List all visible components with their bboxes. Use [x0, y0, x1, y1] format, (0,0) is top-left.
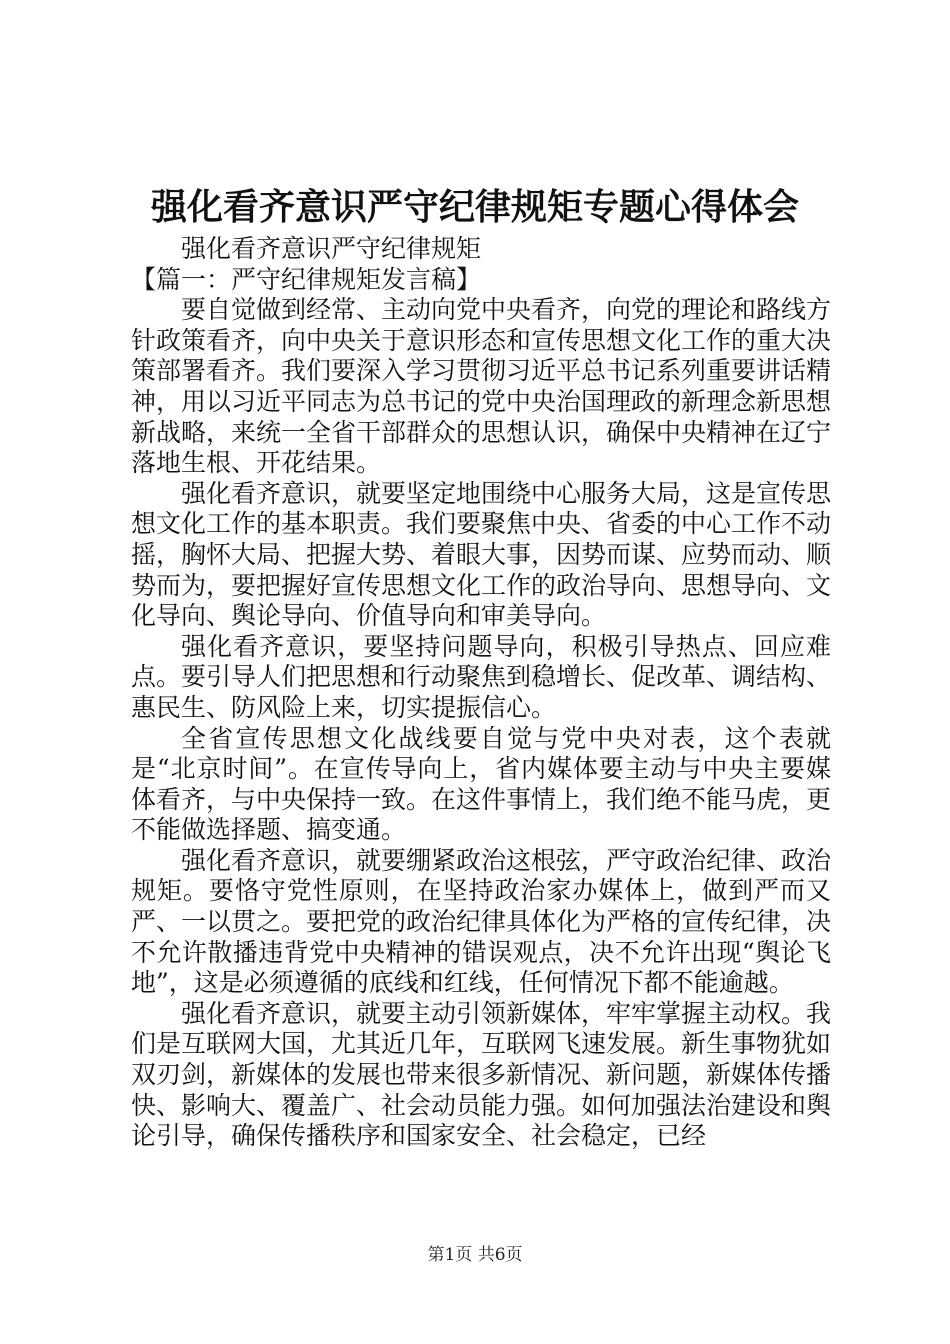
paragraph-5: 强化看齐意识，就要绷紧政治这根弦，严守政治纪律、政治规矩。要恪守党性原则，在坚持政治家办媒体上，做到严而又严、一以贯之。要把党的政治纪律具体化为严格的宣传纪律，决不允许散播违背党中央精神的错误观点，决不允许出现“舆论飞地”，这是必须遵循的底线和红线，任何情况下都不能逾越。: [131, 845, 832, 998]
paragraph-6: 强化看齐意识，就要主动引领新媒体，牢牢掌握主动权。我们是互联网大国，尤其近几年，互联网飞速发展。新生事物犹如双刃剑，新媒体的发展也带来很多新情况、新问题，新媒体传播快、影响大、覆盖广、社会动员能力强。如何加强法治建设和舆论引导，确保传播秩序和国家安全、社会稳定，已经: [131, 998, 832, 1151]
paragraph-3: 强化看齐意识，要坚持问题导向，积极引导热点、回应难点。要引导人们把思想和行动聚焦到稳增长、促改革、调结构、惠民生、防风险上来，切实提振信心。: [131, 631, 832, 722]
document-title: 强化看齐意识严守纪律规矩专题心得体会: [150, 187, 799, 228]
paragraph-4: 全省宣传思想文化战线要自觉与党中央对表，这个表就是“北京时间”。在宣传导向上，省内媒体要主动与中央主要媒体看齐，与中央保持一致。在这件事情上，我们绝不能马虎，更不能做选择题、搞变通。: [131, 723, 832, 845]
paragraph-2: 强化看齐意识，就要坚定地围绕中心服务大局，这是宣传思想文化工作的基本职责。我们要聚焦中央、省委的中心工作不动摇，胸怀大局、把握大势、着眼大事，因势而谋、应势而动、顺势而为，要把握好宣传思想文化工作的政治导向、思想导向、文化导向、舆论导向、价值导向和审美导向。: [131, 478, 832, 631]
document-subtitle: 强化看齐意识严守纪律规矩: [181, 234, 482, 263]
section-heading: 【篇一：严守纪律规矩发言稿】: [131, 264, 482, 294]
paragraph-1: 要自觉做到经常、主动向党中央看齐，向党的理论和路线方针政策看齐，向中央关于意识形态和宣传思想文化工作的重大决策部署看齐。我们要深入学习贯彻习近平总书记系列重要讲话精神，用以习近平同志为总书记的党中央治国理政的新理念新思想新战略，来统一全省干部群众的思想认识，确保中央精神在辽宁落地生根、开花结果。: [131, 295, 832, 478]
page-footer: 第1页 共6页: [427, 1245, 523, 1265]
document-body: [131, 234, 831, 1152]
